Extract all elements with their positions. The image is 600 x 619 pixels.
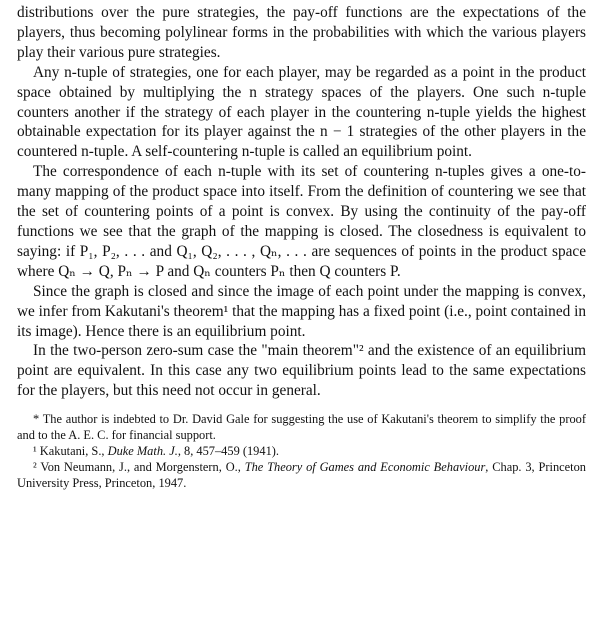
footnote-1-author: ¹ Kakutani, S.,	[33, 444, 108, 459]
footnote-2	[17, 459, 586, 491]
footnotes	[17, 411, 586, 491]
paragraph-2: Any n-tuple of strategies, one for each player, may be regarded as a point in the product space obtained by multiplying the n strategy spaces of the players. One such n-tuple counters another if the strategy of each player in the countering n-tuple yields the highest obtainable expectation for its player against the n − 1 strategies of the other players in the countered n-tuple. A self-countering n-tuple is called an equilibrium point.	[17, 63, 586, 161]
paragraph-1: distributions over the pure strategies, the pay-off functions are the expectations of the players, thus becoming polylinear forms in the probabilities with which the various players play their various pure strategies.	[17, 4, 586, 61]
footnote-2-title: The Theory of Games and Economic Behaviour	[244, 460, 486, 475]
footnote-acknowledgement: * The author is indebted to Dr. David Gale for suggesting the use of Kakutani's theorem to simplify the proof and to the A. E. C. for financial support.	[17, 412, 586, 443]
footnote-2-details: , Chap. 3, Princeton University Press, Princeton, 1947.	[17, 460, 586, 491]
footnote-1-journal: Duke Math. J.	[107, 444, 178, 459]
footnote-1-details: , 8, 457–459 (1941).	[177, 444, 279, 459]
body-text	[17, 3, 586, 401]
paragraph-5: In the two-person zero-sum case the "main theorem"² and the existence of an equilibrium point are equivalent. In this case any two equilibrium points lead to the same expectations for the players, but this need not occur in general.	[17, 342, 586, 400]
footnote-1	[17, 443, 586, 459]
paragraph-3: The correspondence of each n-tuple with its set of countering n-tuples gives a one-to-many mapping of the product space into itself. From the definition of countering we see that the set of countering points of a point is convex. By using the continuity of the pay-off functions we see that the graph of the mapping is closed. The closedness is equivalent to saying: if P₁, P₂, . . . and Q₁, Q₂, . . . , Qₙ, . . . are sequences of points in the product space where Qₙ → Q, Pₙ → P and Qₙ counters Pₙ then Q counters P.	[17, 163, 586, 280]
footnote-2-author: ² Von Neumann, J., and Morgenstern, O.,	[33, 460, 245, 475]
paragraph-4: Since the graph is closed and since the image of each point under the mapping is convex, we infer from Kakutani's theorem¹ that the mapping has a fixed point (i.e., point contained in its image). Hence there is an equilibrium point.	[17, 282, 586, 340]
